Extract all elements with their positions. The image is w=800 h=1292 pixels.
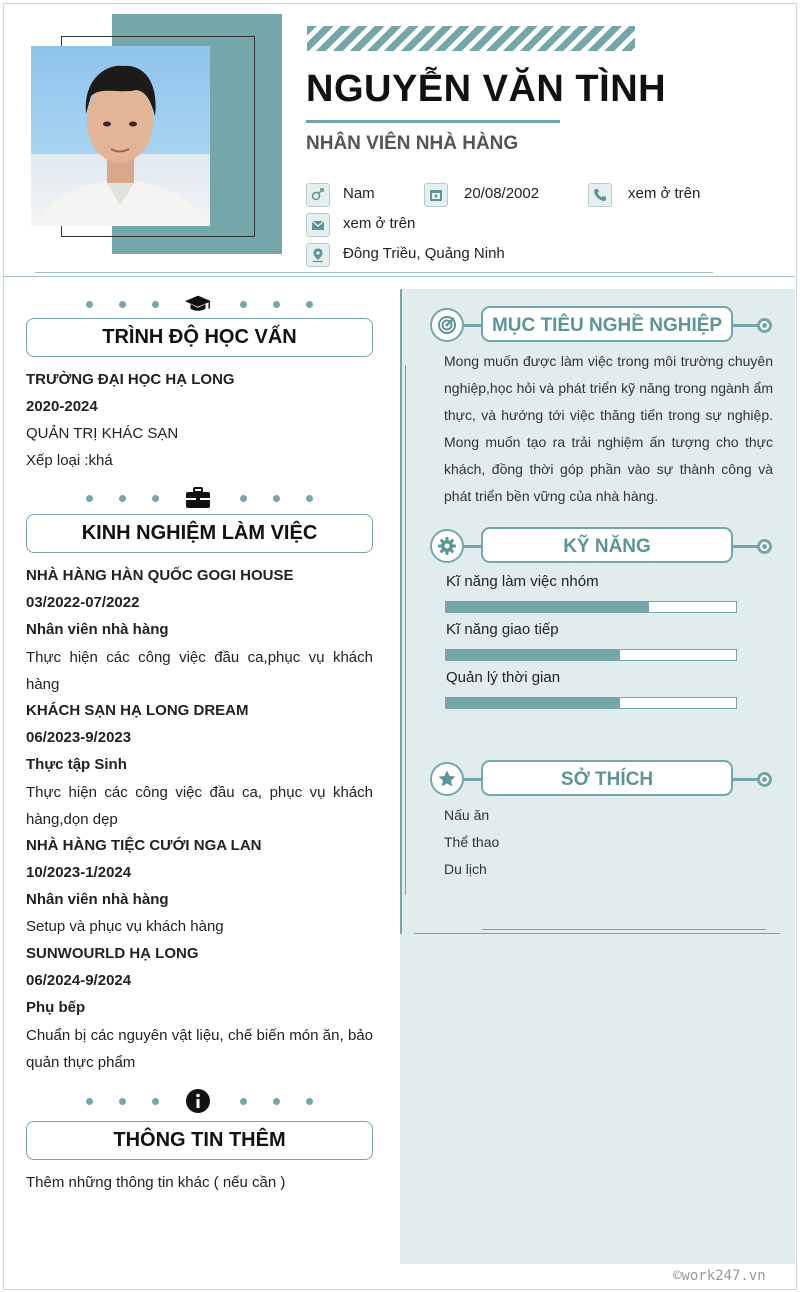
column-divider <box>400 289 402 934</box>
skill-label: Kĩ năng làm việc nhóm <box>446 573 599 590</box>
column-divider-inner <box>405 365 406 895</box>
gender-value: Nam <box>343 185 375 202</box>
skill-label: Quản lý thời gian <box>446 669 561 686</box>
name-underline <box>306 120 560 123</box>
experience-role: Phụ bếp <box>26 999 86 1016</box>
education-dots <box>86 292 314 316</box>
skill-bar-fill <box>446 650 620 660</box>
info-icon <box>184 1089 212 1113</box>
header-divider-inner <box>35 272 713 273</box>
objective-header <box>430 306 775 346</box>
job-title: NHÂN VIÊN NHÀ HÀNG <box>306 133 519 154</box>
star-icon <box>430 762 464 796</box>
experience-description: Thực hiện các công việc đầu ca, phục vụ khách hàng,dọn dẹp <box>26 784 373 828</box>
skills-heading: KỸ NĂNG <box>481 527 733 563</box>
experience-company: KHÁCH SẠN HẠ LONG DREAM <box>26 702 249 719</box>
graduation-cap-icon <box>184 292 212 316</box>
location-icon <box>306 243 330 267</box>
experience-role: Thực tập Sinh <box>26 756 127 773</box>
experience-description: Thực hiện các công việc đầu ca,phục vụ khách hàng <box>26 649 373 693</box>
target-icon <box>430 308 464 342</box>
experience-role: Nhân viên nhà hàng <box>26 621 169 638</box>
experience-heading: KINH NGHIỆM LÀM VIỆC <box>26 514 373 553</box>
skill-bar <box>445 601 737 613</box>
experience-period: 03/2022-07/2022 <box>26 594 140 611</box>
address-value: Đông Triều, Quảng Ninh <box>343 245 505 262</box>
right-divider <box>414 933 780 934</box>
hobbies-header <box>430 760 775 800</box>
objective-text: Mong muốn được làm việc trong môi trường chuyên nghiệp,học hỏi và phát triển kỹ năng trong ngành ẩm thực, và hướng tới việc thăng tiến trong sự nghiệp. Mong muốn tạo ra trải nghiệm ấn tượng cho thực khách, đồng thời góp phần vào sự thành công và phát triển bền vững của nhà hàng. <box>444 353 773 504</box>
hobbies-heading: SỞ THÍCH <box>481 760 733 796</box>
calendar-icon <box>424 183 448 207</box>
education-major: QUẢN TRỊ KHÁC SẠN <box>26 425 179 442</box>
extra-text: Thêm những thông tin khác ( nếu cần ) <box>26 1174 286 1191</box>
watermark: ©work247.vn <box>673 1268 766 1284</box>
skill-bar-fill <box>446 698 620 708</box>
skills-header <box>430 527 775 567</box>
experience-period: 10/2023-1/2024 <box>26 864 132 881</box>
experience-role: Nhân viên nhà hàng <box>26 891 169 908</box>
experience-dots <box>86 486 314 510</box>
objective-heading: MỤC TIÊU NGHỀ NGHIỆP <box>481 306 733 342</box>
birthday-value: 20/08/2002 <box>464 185 540 202</box>
extra-heading: THÔNG TIN THÊM <box>26 1121 373 1160</box>
profile-photo <box>31 46 210 226</box>
education-period: 2020-2024 <box>26 398 98 415</box>
phone-icon <box>588 183 612 207</box>
skill-bar <box>445 697 737 709</box>
right-divider-inner <box>482 929 766 930</box>
education-grade: Xếp loại :khá <box>26 452 113 469</box>
extra-dots <box>86 1089 314 1113</box>
email-icon <box>306 213 330 237</box>
experience-description: Setup và phục vụ khách hàng <box>26 918 224 935</box>
education-school: TRƯỜNG ĐẠI HỌC HẠ LONG <box>26 371 235 388</box>
email-value: xem ở trên <box>343 215 416 232</box>
education-heading: TRÌNH ĐỘ HỌC VẤN <box>26 318 373 357</box>
skill-bar <box>445 649 737 661</box>
candidate-name: NGUYỄN VĂN TÌNH <box>306 68 667 110</box>
experience-company: NHÀ HÀNG HÀN QUỐC GOGI HOUSE <box>26 567 294 584</box>
briefcase-icon <box>184 486 212 510</box>
gender-icon <box>306 183 330 207</box>
gear-icon <box>430 529 464 563</box>
hobby-item: Du lịch <box>444 861 487 877</box>
experience-company: NHÀ HÀNG TIỆC CƯỚI NGA LAN <box>26 837 262 854</box>
skill-label: Kĩ năng giao tiếp <box>446 621 559 638</box>
hobby-item: Nấu ăn <box>444 807 490 823</box>
header-stripe-bar <box>307 26 635 51</box>
experience-period: 06/2024-9/2024 <box>26 972 132 989</box>
skill-bar-fill <box>446 602 649 612</box>
experience-period: 06/2023-9/2023 <box>26 729 132 746</box>
experience-description: Chuẩn bị các nguyên vật liệu, chế biến món ăn, bảo quản thực phẩm <box>26 1027 373 1071</box>
hobby-item: Thể thao <box>444 834 500 850</box>
phone-value: xem ở trên <box>628 185 701 202</box>
header-divider <box>3 276 795 277</box>
experience-company: SUNWOURLD HẠ LONG <box>26 945 199 962</box>
